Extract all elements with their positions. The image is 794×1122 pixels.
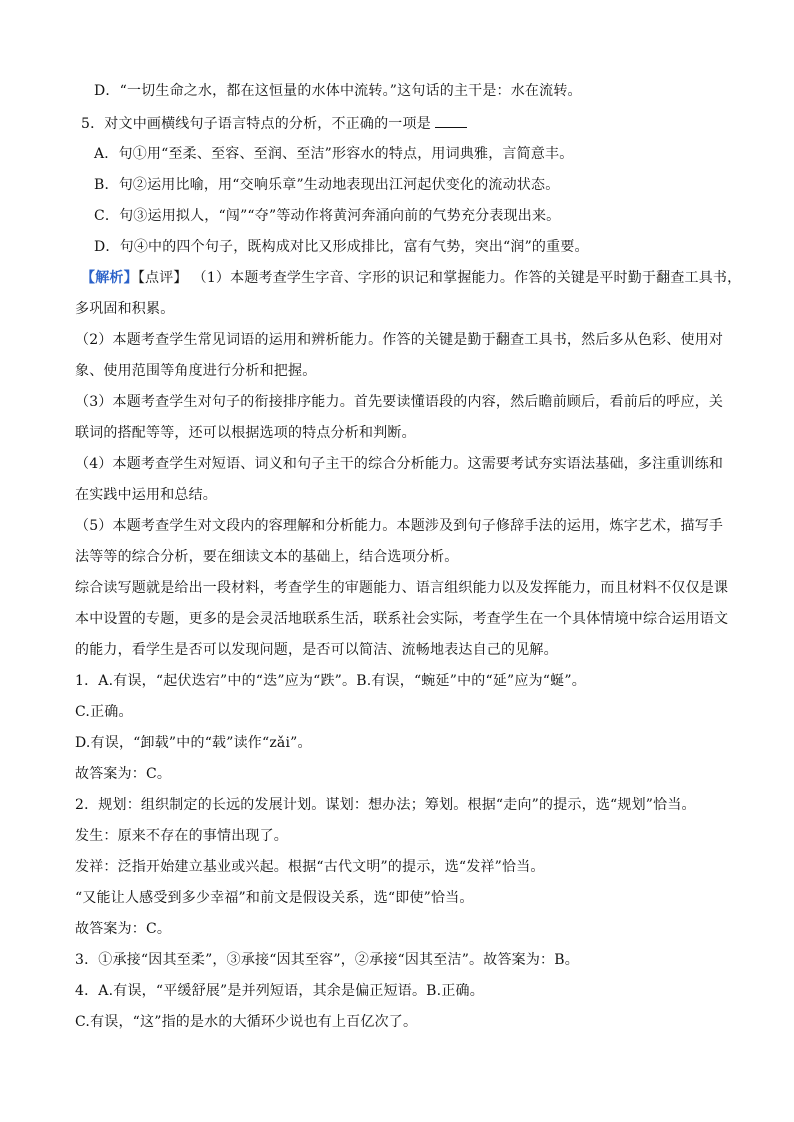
- q5-option-d: D．句④中的四个句子，既构成对比又形成排比，富有气势，突出“润”的重要。: [94, 239, 589, 255]
- answer3-line1: 3．①承接“因其至柔”，③承接“因其至容”，②承接“因其至洁”。故答案为：B。: [75, 952, 579, 968]
- review-label: 【点评】: [137, 270, 188, 286]
- answer4-line2: C.有误，“这”指的是水的大循环少说也有上百亿次了。: [75, 1014, 418, 1030]
- answer1-line3: D.有误，“卸载”中的“载”读作“zǎi”。: [75, 735, 312, 751]
- analysis-p2-line1: （2）本题考查学生常见词语的运用和辨析能力。作答的关键是勤于翻查工具书，然后多从色彩、使用对: [75, 332, 724, 348]
- answer2-line3: 发祥：泛指开始建立基业或兴起。根据“古代文明”的提示，选“发祥”恰当。: [75, 859, 545, 875]
- analysis-p6-line1: 综合读写题就是给出一段材料，考查学生的审题能力、语言组织能力以及发挥能力，而且材料不仅仅是课: [75, 580, 729, 596]
- analysis-p5-line1: （5）本题考查学生对文段内的容理解和分析能力。本题涉及到句子修辞手法的运用，炼字艺术，描写手: [75, 518, 724, 534]
- analysis-p3-line2: 联词的搭配等等，还可以根据选项的特点分析和判断。: [75, 425, 416, 441]
- analysis-p1-line2: 多巩固和积累。: [75, 301, 175, 317]
- answer1-line2: C.正确。: [75, 704, 133, 720]
- q5-stem: [81, 113, 467, 133]
- analysis-tag: 【解析】: [81, 270, 138, 286]
- answer1-line4: 故答案为：C。: [75, 766, 172, 782]
- answer2-line2: 发生：原来不存在的事情出现了。: [75, 828, 288, 844]
- analysis-p1-line1: （1）本题考查学生字音、字形的识记和掌握能力。作答的关键是平时勤于翻查工具书，: [199, 270, 742, 286]
- q5-stem-text: 5．对文中画横线句子语言特点的分析，不正确的一项是: [81, 116, 431, 132]
- answer-blank: [435, 113, 467, 128]
- analysis-header: [81, 268, 741, 288]
- answer4-line1: 4．A.有误，“平缓舒展”是并列短语，其余是偏正短语。B.正确。: [75, 983, 484, 999]
- answer2-line1: 2．规划：组织制定的长远的发展计划。谋划：想办法；筹划。根据“走向”的提示，选“规划”恰当。: [75, 797, 696, 813]
- answer2-line5: 故答案为：C。: [75, 921, 172, 937]
- analysis-p4-line1: （4）本题考查学生对短语、词义和句子主干的综合分析能力。这需要考试夯实语法基础，多注重训练和: [75, 456, 724, 472]
- analysis-p3-line1: （3）本题考查学生对句子的衔接排序能力。首先要读懂语段的内容，然后瞻前顾后，看前后的呼应，关: [75, 394, 724, 410]
- answer1-line1: 1．A.有误，“起伏迭宕”中的“迭”应为“跌”。B.有误，“蜿延”中的“延”应为“蜒”。: [75, 673, 586, 689]
- q5-option-c: C．句③运用拟人，“闯”“夺”等动作将黄河奔涌向前的气势充分表现出来。: [94, 208, 561, 224]
- q4-option-d: D．“一切生命之水，都在这恒量的水体中流转。”这句话的主干是：水在流转。: [94, 83, 582, 99]
- analysis-p4-line2: 在实践中运用和总结。: [75, 487, 217, 503]
- analysis-p6-line3: 的能力，看学生是否可以发现问题，是否可以简洁、流畅地表达自己的见解。: [75, 642, 558, 658]
- analysis-p6-line2: 本中设置的专题，更多的是会灵活地联系生活，联系社会实际，考查学生在一个具体情境中综合运用语文: [75, 611, 729, 627]
- answer2-line4: “又能让人感受到多少幸福”和前文是假设关系，选“即使”恰当。: [75, 890, 474, 906]
- q5-option-a: A．句①用“至柔、至容、至润、至洁”形容水的特点，用词典雅，言简意丰。: [94, 146, 574, 162]
- q5-option-b: B．句②运用比喻，用“交响乐章”生动地表现出江河起伏变化的流动状态。: [94, 177, 560, 193]
- analysis-p5-line2: 法等等的综合分析，要在细读文本的基础上，结合选项分析。: [75, 549, 459, 565]
- analysis-p2-line2: 象、使用范围等角度进行分析和把握。: [75, 363, 317, 379]
